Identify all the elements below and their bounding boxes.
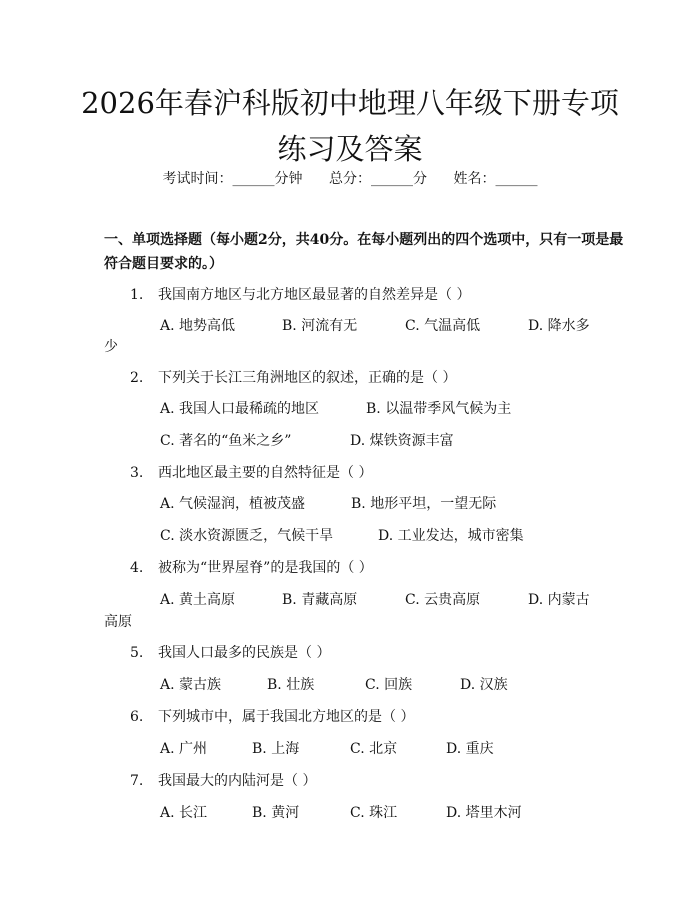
option-d: D. 内蒙古 [528,592,590,608]
option-c: C. 北京 [350,741,398,757]
option-d: D. 煤铁资源丰富 [350,433,454,449]
question-4 [130,557,373,577]
question-3 [130,462,372,482]
question-2 [130,367,456,387]
question-text: 下列城市中，属于我国北方地区的是（ ） [158,709,415,725]
question-1 [130,284,470,304]
question-5 [130,642,330,662]
option-c: C. 回族 [365,677,413,693]
option-d: D. 工业发达，城市密集 [378,528,524,544]
student-name-field: 姓名：______ [453,171,538,187]
option-d: D. 汉族 [460,677,508,693]
option-b: B. 黄河 [252,805,300,821]
question-text: 我国人口最多的民族是（ ） [158,645,331,661]
section-heading: 一、单项选择题（每小题2分，共40分。在每小题列出的四个选项中，只有一项是最符合题目要求的。） [104,232,624,272]
option-d: D. 塔里木河 [446,805,522,821]
exam-meta [0,168,700,188]
option-a: A. 我国人口最稀疏的地区 [160,401,320,417]
exam-time-field: 考试时间：______分钟 [162,171,303,187]
option-c: C. 气温高低 [405,318,481,334]
question-text: 我国最大的内陆河是（ ） [158,773,317,789]
option-a: A. 气候湿润，植被茂盛 [160,496,306,512]
question-number: 1. [130,287,144,303]
option-wrap-text: 高原 [104,614,132,630]
option-c: C. 云贵高原 [405,592,481,608]
question-number: 7. [130,773,144,789]
question-7 [130,770,316,790]
option-a: A. 黄土高原 [160,592,236,608]
option-b: B. 上海 [252,741,300,757]
option-b: B. 地形平坦，一望无际 [351,496,497,512]
option-wrap-text: 少 [104,339,118,355]
question-text: 西北地区最主要的自然特征是（ ） [158,465,373,481]
option-d: D. 降水多 [528,318,590,334]
question-number: 6. [130,709,144,725]
option-d: D. 重庆 [446,741,494,757]
option-a: A. 地势高低 [160,318,236,334]
question-text: 被称为“世界屋脊”的是我国的（ ） [158,560,373,576]
question-text: 我国南方地区与北方地区最显著的自然差异是（ ） [158,287,471,303]
question-number: 3. [130,465,144,481]
option-c: C. 珠江 [350,805,398,821]
question-number: 2. [130,370,144,386]
option-a: A. 蒙古族 [160,677,222,693]
option-b: B. 河流有无 [282,318,358,334]
option-b: B. 壮族 [267,677,315,693]
total-score-field: 总分：______分 [329,171,427,187]
question-number: 5. [130,645,144,661]
question-text: 下列关于长江三角洲地区的叙述，正确的是（ ） [158,370,457,386]
question-6 [130,706,414,726]
option-a: A. 长江 [160,805,208,821]
option-a: A. 广州 [160,741,208,757]
option-c: C. 著名的“鱼米之乡” [160,433,292,449]
option-b: B. 青藏高原 [282,592,358,608]
question-number: 4. [130,560,144,576]
option-b: B. 以温带季风气候为主 [366,401,512,417]
option-c: C. 淡水资源匮乏，气候干旱 [160,528,334,544]
page-title: 2026年春沪科版初中地理八年级下册专项练习及答案 [81,86,619,166]
